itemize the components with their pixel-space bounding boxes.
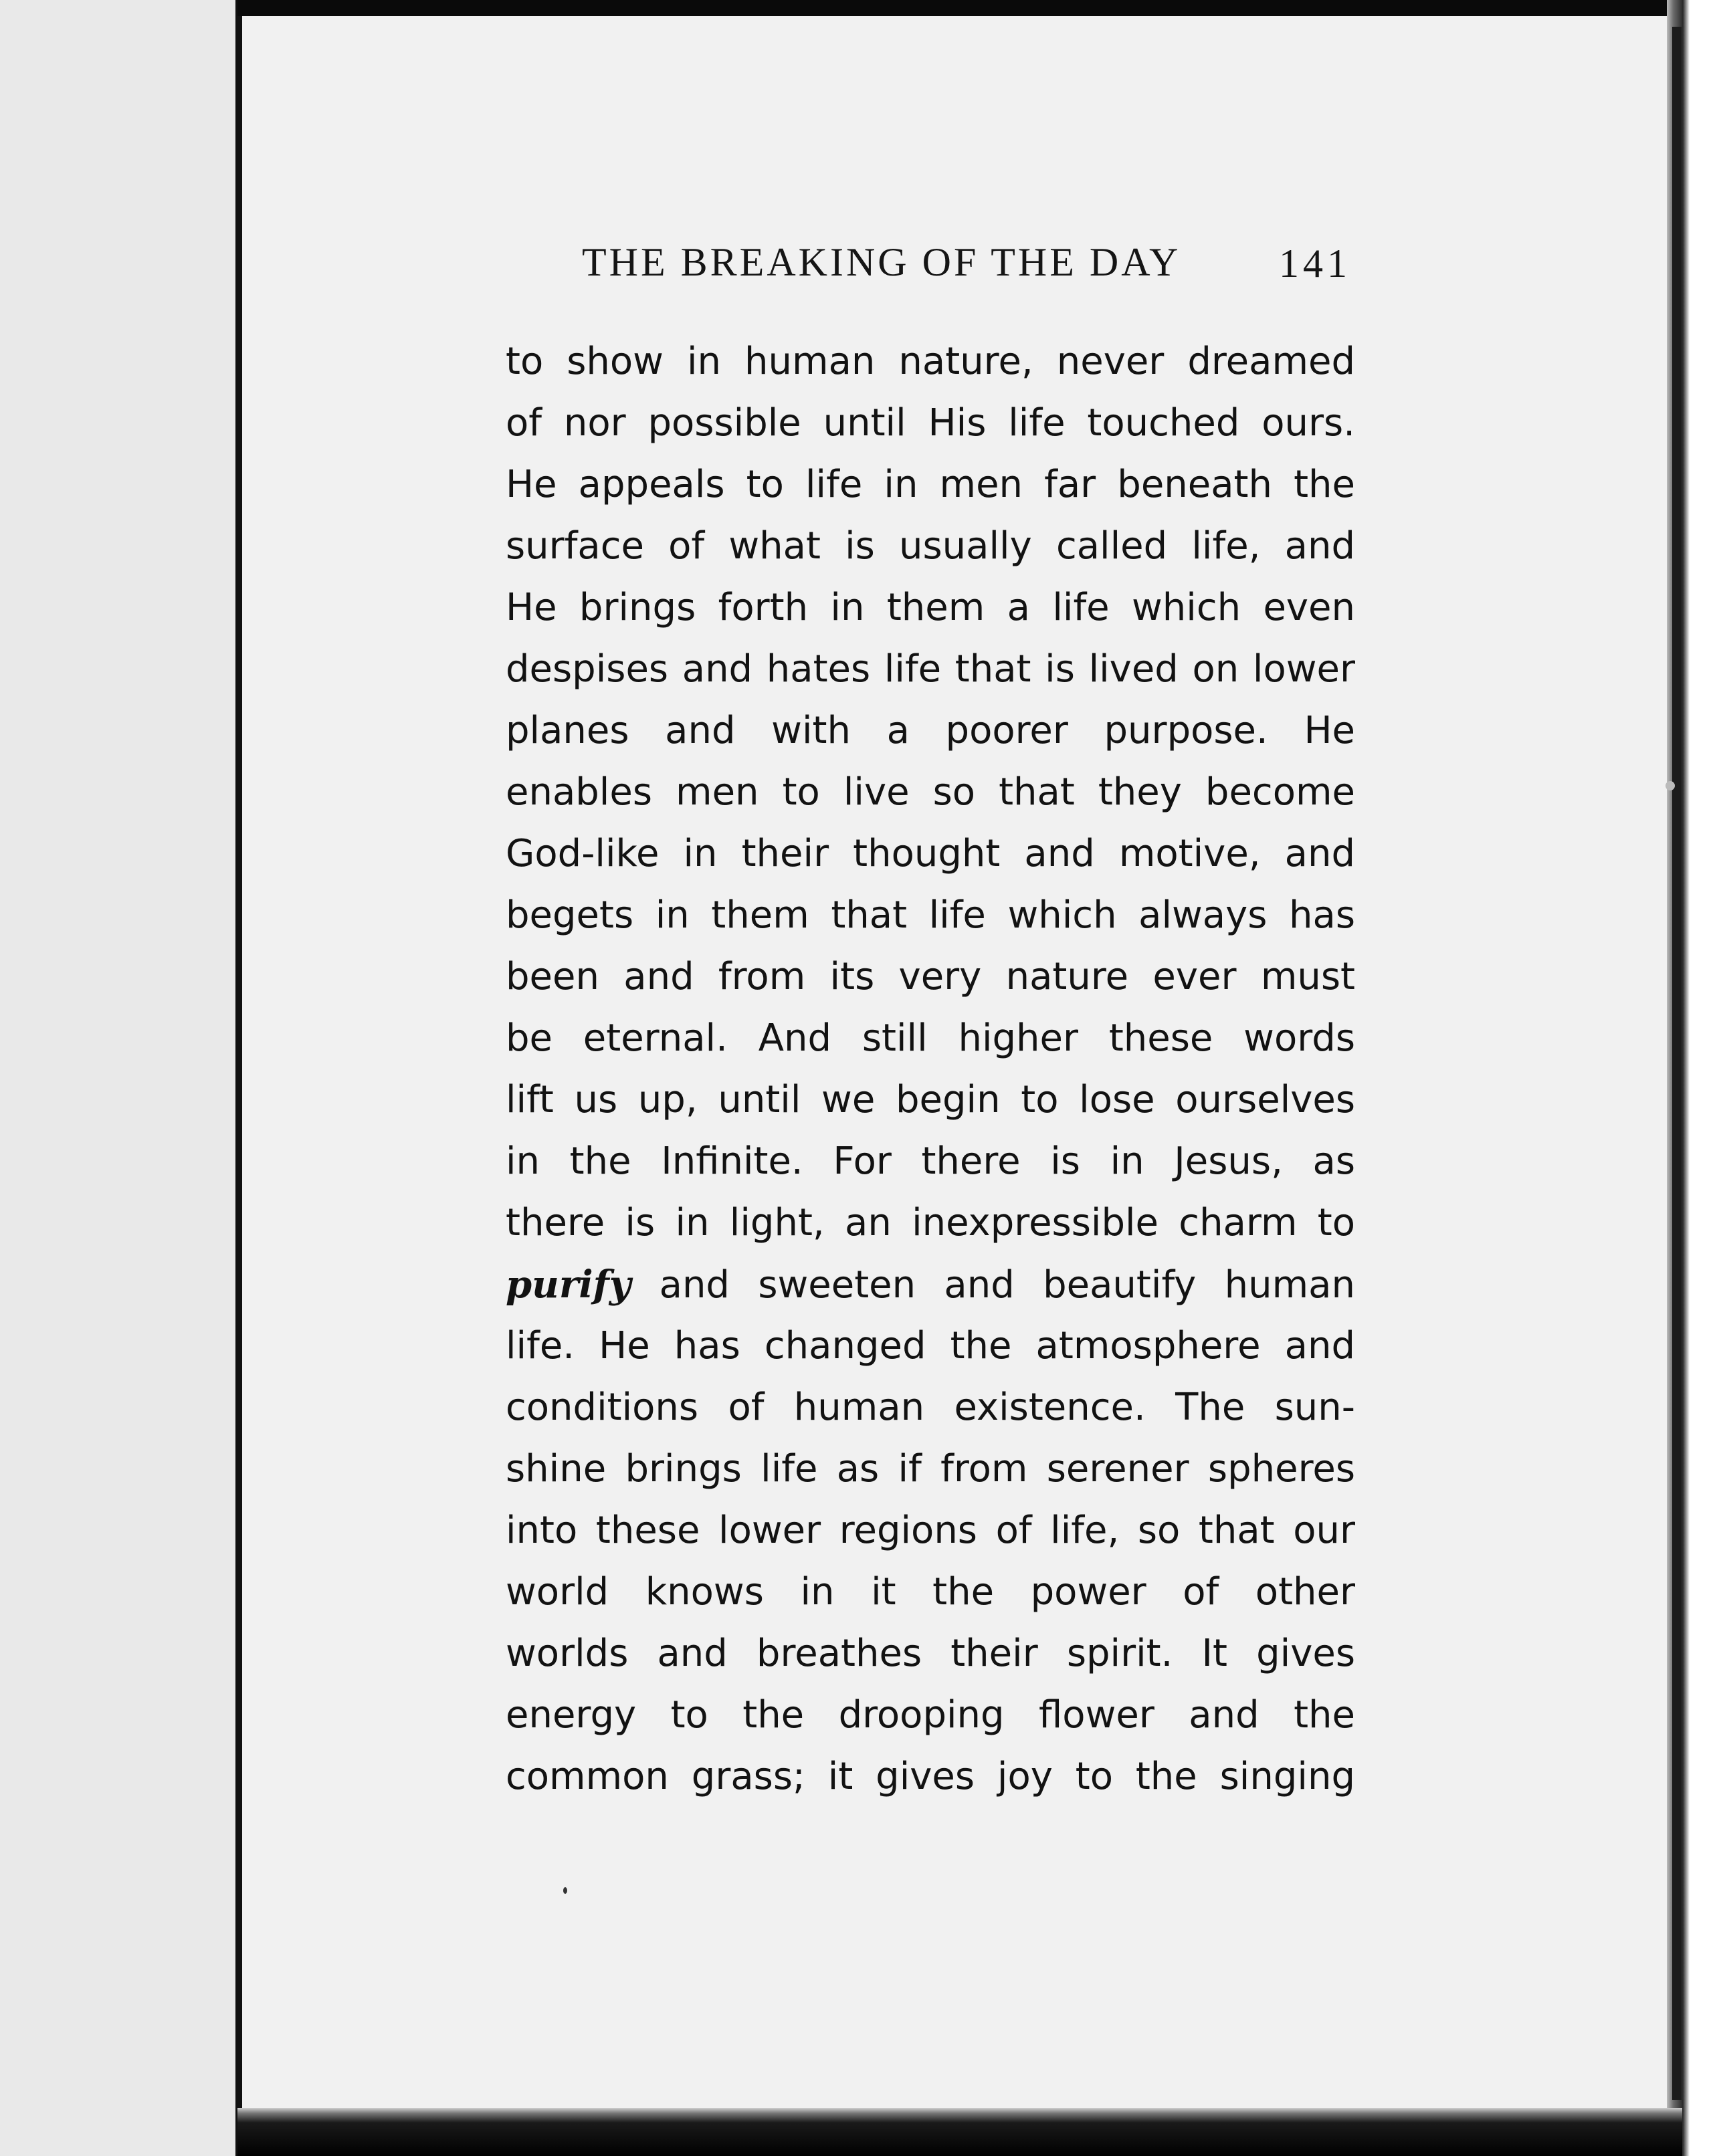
text-line-7: planes and with a poorer purpose. He bbox=[506, 709, 1355, 752]
gutter-shadow bbox=[235, 0, 242, 2156]
text-line-13: lift us up, until we begin to lose ourselves bbox=[506, 1078, 1355, 1121]
running-head bbox=[582, 239, 1351, 288]
text-line-9: God-like in their thought and motive, and bbox=[506, 832, 1355, 875]
right-edge-shadow bbox=[1672, 27, 1682, 2100]
ink-speck bbox=[1666, 781, 1675, 790]
page-number: 141 bbox=[1279, 241, 1351, 286]
text-line-14: in the Infinite. For there is in Jesus, as bbox=[506, 1140, 1355, 1183]
text-line-16: purify and sweeten and beautify human bbox=[506, 1263, 1355, 1307]
text-line-20: into these lower regions of life, so that our bbox=[506, 1509, 1355, 1552]
text-line-2: of nor possible until His life touched ours. bbox=[506, 401, 1355, 445]
text-line-8: enables men to live so that they become bbox=[506, 770, 1355, 814]
text-line-3: He appeals to life in men far beneath the bbox=[506, 463, 1355, 506]
text-line-5: He brings forth in them a life which even bbox=[506, 586, 1355, 629]
top-page-edge bbox=[237, 0, 1682, 16]
facing-page-edge bbox=[0, 0, 237, 2156]
bottom-page-edge bbox=[237, 2108, 1682, 2156]
text-line-15: there is in light, an inexpressible charm to bbox=[506, 1201, 1355, 1245]
text-line-12: be eternal. And still higher these words bbox=[506, 1016, 1355, 1060]
text-line-4: surface of what is usually called life, and bbox=[506, 524, 1355, 568]
text-line-18: conditions of human existence. The sun- bbox=[506, 1386, 1355, 1429]
text-line-21: world knows in it the power of other bbox=[506, 1570, 1355, 1614]
text-line-22: worlds and breathes their spirit. It gives bbox=[506, 1632, 1355, 1675]
text-line-23: energy to the drooping flower and the bbox=[506, 1693, 1355, 1737]
text-line-24: common grass; it gives joy to the singing bbox=[506, 1755, 1355, 1798]
text-line-17: life. He has changed the atmosphere and bbox=[506, 1324, 1355, 1368]
text-line-11: been and from its very nature ever must bbox=[506, 955, 1355, 998]
italic-emphasis: purify bbox=[506, 1263, 631, 1307]
text-line-10: begets in them that life which always has bbox=[506, 893, 1355, 937]
running-title: THE BREAKING OF THE DAY bbox=[582, 240, 1181, 284]
text-line-1: to show in human nature, never dreamed bbox=[506, 340, 1355, 383]
body-text bbox=[506, 331, 1355, 1808]
ink-speck bbox=[563, 1887, 567, 1894]
text-line-6: despises and hates life that is lived on lower bbox=[506, 647, 1355, 691]
text-line-19: shine brings life as if from serener spheres bbox=[506, 1447, 1355, 1491]
